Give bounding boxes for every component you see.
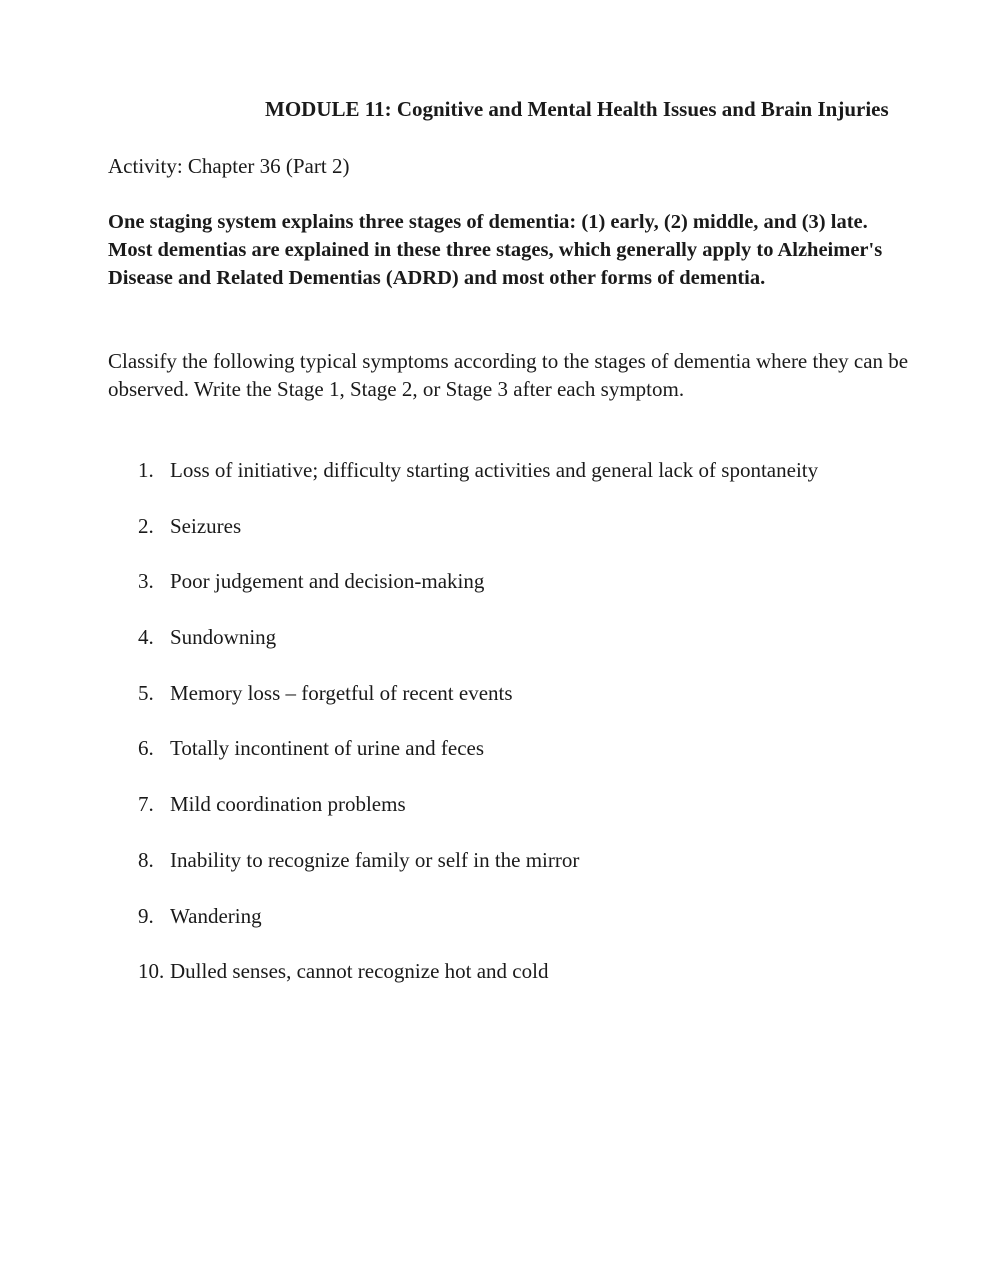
intro-paragraph: One staging system explains three stages of dementia: (1) early, (2) middle, and (3) late. Most dementias are explained in these three stages, which generally apply to Alzheimer's Disease and Related Dementias (ADRD) and most other forms of dementia. [108, 211, 883, 289]
module-title: MODULE 11: Cognitive and Mental Health Issues and Brain Injuries [265, 97, 889, 121]
symptom-item-8 [138, 848, 818, 904]
symptom-text: Loss of initiative; difficulty starting activities and general lack of spontaneity [170, 458, 819, 482]
symptom-list [138, 458, 818, 1015]
symptom-number: 1. [138, 458, 154, 482]
activity-label: Activity: Chapter 36 (Part 2) [108, 154, 350, 178]
symptom-number: 4. [138, 625, 154, 650]
symptom-number: 8. [138, 847, 154, 872]
symptom-item-6 [138, 736, 818, 792]
symptom-number: 2. [138, 513, 154, 538]
symptom-number: 3. [138, 569, 154, 594]
symptom-text: Wandering [170, 903, 262, 928]
symptom-item-5 [138, 681, 818, 737]
symptom-item-1 [138, 458, 818, 514]
symptom-item-10 [138, 959, 818, 1015]
symptom-number: 7. [138, 792, 154, 817]
symptom-item-9 [138, 904, 818, 960]
symptom-number: 9. [138, 903, 154, 928]
symptom-text: Seizures [170, 513, 242, 538]
symptom-text: Sundowning [170, 625, 277, 650]
symptom-item-2 [138, 514, 818, 570]
symptom-text: Poor judgement and decision-making [170, 569, 485, 594]
symptom-item-3 [138, 569, 818, 625]
symptom-number: 5. [138, 680, 154, 705]
symptom-item-4 [138, 625, 818, 681]
symptom-text: Inability to recognize family or self in the mirror [170, 847, 580, 872]
symptom-number: 6. [138, 736, 154, 761]
symptom-text: Mild coordination problems [170, 792, 406, 817]
symptom-text: Memory loss – forgetful of recent events [170, 680, 513, 705]
symptom-text: Dulled senses, cannot recognize hot and cold [170, 959, 549, 984]
symptom-text: Totally incontinent of urine and feces [170, 736, 485, 761]
instructions-paragraph: Classify the following typical symptoms according to the stages of dementia where they can be observed. Write the Stage 1, Stage 2, or Stage 3 after each symptom. [108, 349, 909, 401]
symptom-item-7 [138, 792, 818, 848]
symptom-number: 10. [138, 959, 165, 984]
